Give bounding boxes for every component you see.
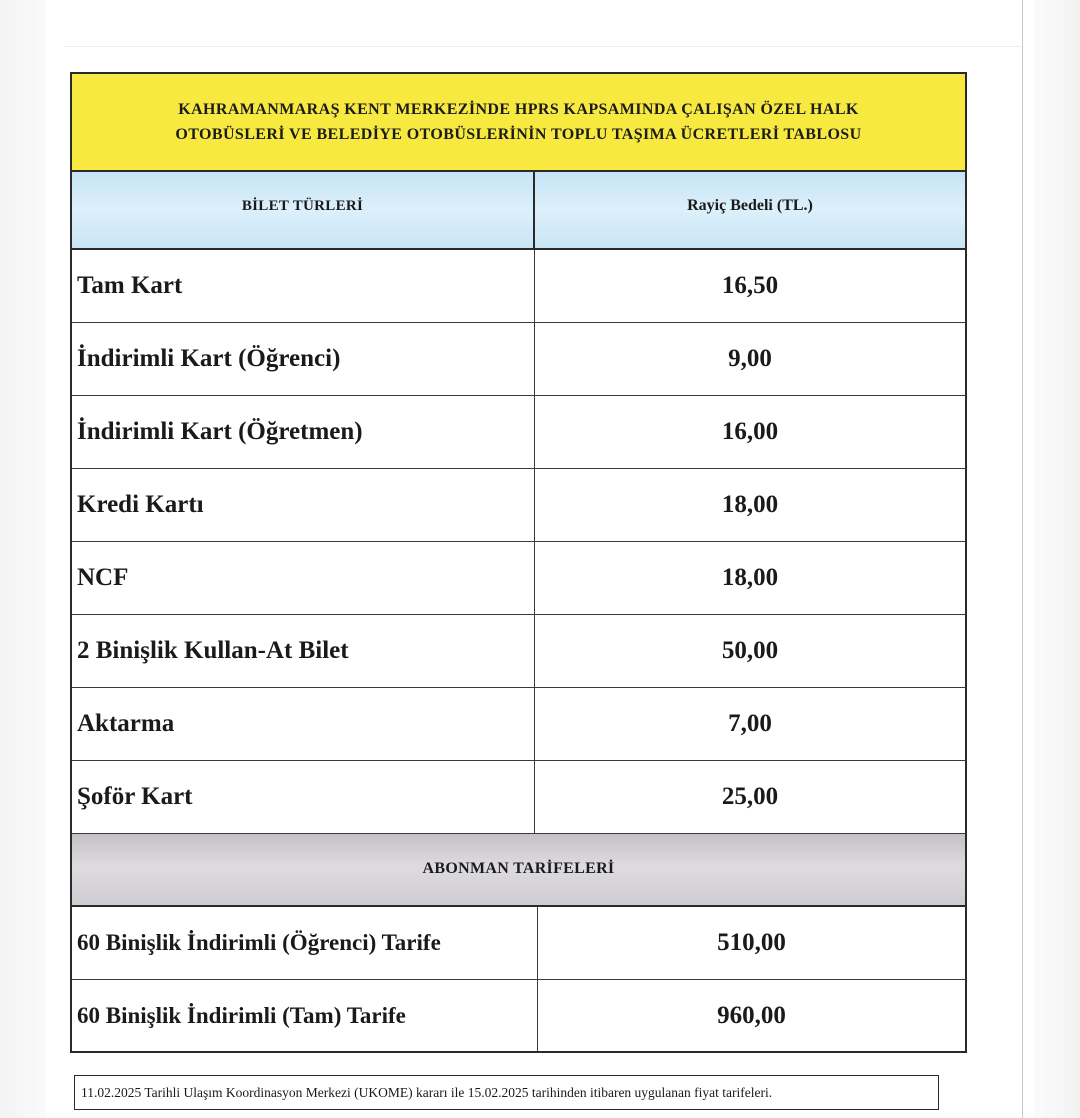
table-row [70, 323, 967, 396]
fare-table [70, 72, 967, 1053]
ticket-name: Tam Kart [72, 250, 535, 322]
page-right-margin [1034, 0, 1080, 1118]
ticket-name: Şoför Kart [72, 761, 535, 833]
table-row [70, 980, 967, 1053]
ticket-price: 18,00 [721, 564, 779, 591]
footnote: 11.02.2025 Tarihli Ulaşım Koordinasyon Merkezi (UKOME) kararı ile 15.02.2025 tarihinden itibaren uygulanan fiyat tarifeleri. [74, 1075, 939, 1110]
ticket-price: 25,00 [721, 783, 779, 810]
table-row [70, 615, 967, 688]
ticket-name: İndirimli Kart (Öğrenci) [72, 323, 535, 395]
ticket-name: 2 Binişlik Kullan-At Bilet [72, 615, 535, 687]
page-edge-line [1022, 0, 1023, 1118]
table-title [70, 72, 967, 172]
ticket-price: 18,00 [721, 491, 779, 518]
ticket-price: 16,00 [721, 418, 779, 445]
header-price: Rayiç Bedeli (TL.) [687, 197, 813, 214]
table-row [70, 688, 967, 761]
ticket-name: Aktarma [72, 688, 535, 760]
ticket-name: Kredi Kartı [72, 469, 535, 541]
page-left-margin [0, 0, 46, 1118]
scan-top-line [64, 46, 1024, 47]
ticket-price: 16,50 [721, 272, 779, 299]
subscription-name: 60 Binişlik İndirimli (Öğrenci) Tarife [72, 907, 538, 979]
table-row [70, 396, 967, 469]
table-row [70, 469, 967, 542]
subscription-heading: ABONMAN TARİFELERİ [70, 834, 967, 907]
ticket-price: 50,00 [721, 637, 779, 664]
ticket-price: 7,00 [728, 710, 772, 737]
ticket-price: 9,00 [728, 345, 772, 372]
subscription-price: 510,00 [717, 929, 786, 956]
table-row [70, 907, 967, 980]
subscription-name: 60 Binişlik İndirimli (Tam) Tarife [72, 980, 538, 1051]
title-line-2: OTOBÜSLERİ VE BELEDİYE OTOBÜSLERİNİN TOPLU TAŞIMA ÜCRETLERİ TABLOSU [175, 126, 862, 143]
ticket-name: İndirimli Kart (Öğretmen) [72, 396, 535, 468]
table-header-row [70, 172, 967, 250]
subscription-price: 960,00 [717, 1001, 786, 1029]
header-ticket-types: BİLET TÜRLERİ [72, 172, 535, 248]
ticket-name: NCF [72, 542, 535, 614]
title-line-1: KAHRAMANMARAŞ KENT MERKEZİNDE HPRS KAPSAMINDA ÇALIŞAN ÖZEL HALK [178, 101, 859, 118]
table-row [70, 250, 967, 323]
table-row [70, 542, 967, 615]
table-row [70, 761, 967, 834]
